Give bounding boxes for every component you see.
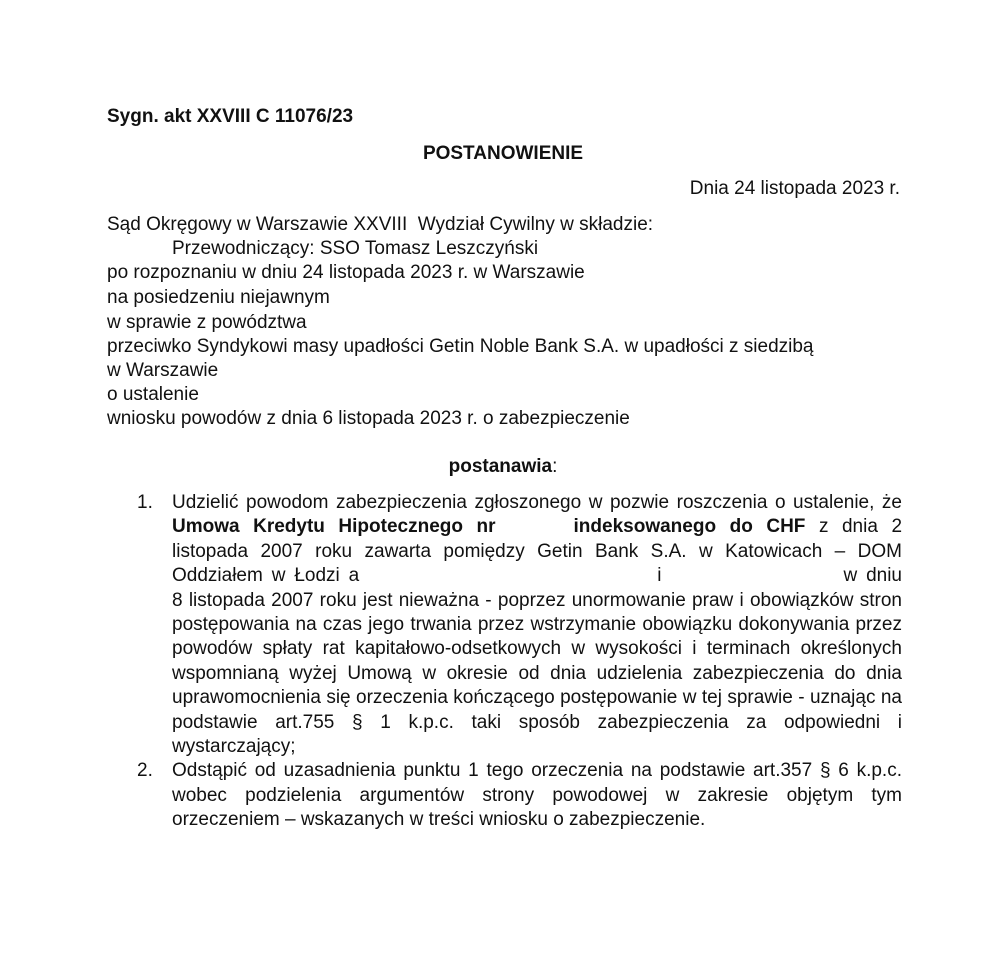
decision-list xyxy=(137,491,902,833)
decision-heading-word: postanawia xyxy=(448,456,553,477)
defendant-line: przeciwko Syndykowi masy upadłości Getin Noble Bank S.A. w upadłości z siedzibą xyxy=(107,336,814,357)
defendant-seat-line: w Warszawie xyxy=(107,360,219,381)
hearing-date-line: po rozpoznaniu w dniu 24 listopada 2023 r. w Warszawie xyxy=(107,262,585,283)
item-1-text-part3: i xyxy=(657,565,662,587)
item-number: 2. xyxy=(137,760,153,782)
decision-heading-colon: : xyxy=(552,456,558,477)
item-number: 1. xyxy=(137,492,153,513)
item-2-text: Odstąpić od uzasadnienia punktu 1 tego orzeczenia na podstawie art.357 § 6 k.p.c. wobec podzielenia argumentów strony powodowej w zakresie objętym tym orzeczeniem – wskazanych w treści wniosku o zabezpieczenie. xyxy=(172,760,902,831)
item-1-text-part2: z dnia 2 listopada 2007 roku zawarta pomiędzy Getin Bank S.A. w Katowicach – DOM Oddziałem w Łodzi a xyxy=(172,516,903,587)
decision-item-2 xyxy=(137,759,902,832)
item-1-contract-name: Umowa Kredytu Hipotecznego nr xyxy=(172,516,496,538)
motion-line: wniosku powodów z dnia 6 listopada 2023 r. o zabezpieczenie xyxy=(107,408,630,429)
item-1-text-part4: w dniu 8 listopada 2007 roku jest nieważna - poprzez unormowanie praw i obowiązków stron postępowania na czas jego trwania przez wstrzymanie obowiązku dokonywania przez powodów spłaty rat kapitałowo-odsetkowych w wysokości i terminach określonych wspomnianą wyżej Umową w okresie od dnia udzielenia zabezpieczenia do dnia uprawomocnienia się orzeczenia kończącego postępowanie w tej sprawie - uznając na podstawie art.755 § 1 k.p.c. taki sposób zabezpieczenia za odpowiedni i wystarczający; xyxy=(172,565,902,758)
decision-heading xyxy=(0,455,996,479)
document-title: POSTANOWIENIE xyxy=(422,143,584,164)
case-number: Sygn. akt XXVIII C 11076/23 xyxy=(107,106,354,127)
decision-item-1 xyxy=(137,491,902,759)
item-1-text-part1: Udzielić powodom zabezpieczenia zgłoszonego w pozwie roszczenia o ustalenie, że xyxy=(172,492,902,513)
presiding-judge-line: Przewodniczący: SSO Tomasz Leszczyński xyxy=(172,238,539,259)
plaintiff-line: w sprawie z powództwa xyxy=(107,312,307,333)
court-composition-line: Sąd Okręgowy w Warszawie XXVIII Wydział Cywilny w składzie: xyxy=(107,214,654,235)
subject-line: o ustalenie xyxy=(107,384,199,405)
item-1-indexation: indeksowanego do CHF xyxy=(573,516,806,538)
session-type-line: na posiedzeniu niejawnym xyxy=(107,287,330,308)
decision-date: Dnia 24 listopada 2023 r. xyxy=(689,178,900,199)
